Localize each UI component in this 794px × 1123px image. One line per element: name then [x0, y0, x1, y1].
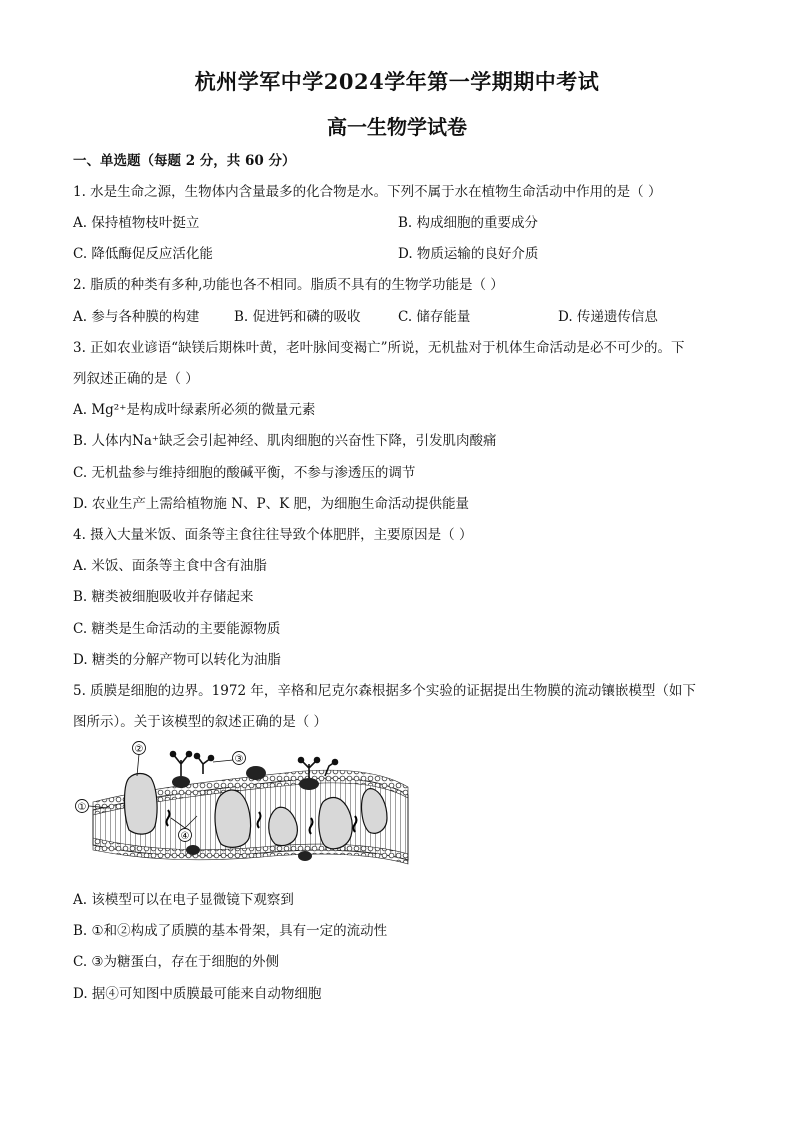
- q4-stem: 4. 摄入大量米饭、面条等主食往往导致个体肥胖，主要原因是（ ）: [73, 527, 473, 543]
- q3-stem-line1: 3. 正如农业谚语“缺镁后期株叶黄，老叶脉间变褐亡”所说，无机盐对于机体生命活动是必不可少的。下: [73, 340, 685, 356]
- q4-option-c: C. 糖类是生命活动的主要能源物质: [73, 621, 281, 637]
- q3-option-c: C. 无机盐参与维持细胞的酸碱平衡，不参与渗透压的调节: [73, 465, 416, 481]
- q2-option-b: B. 促进钙和磷的吸收: [234, 309, 361, 325]
- svg-text:④: ④: [180, 831, 190, 842]
- fluid-mosaic-membrane-figure: [73, 740, 413, 875]
- q1-option-a: A. 保持植物枝叶挺立: [73, 215, 200, 231]
- q3-option-d: D. 农业生产上需给植物施 N、P、K 肥，为细胞生命活动提供能量: [73, 496, 469, 512]
- q5-option-d: D. 据④可知图中质膜最可能来自动物细胞: [73, 986, 322, 1002]
- exam-subtitle: 高一生物学试卷: [327, 115, 467, 139]
- q2-option-c: C. 储存能量: [398, 309, 471, 325]
- q4-option-d: D. 糖类的分解产物可以转化为油脂: [73, 652, 281, 668]
- svg-text:③: ③: [234, 754, 244, 765]
- q3-option-a: A. Mg²⁺是构成叶绿素所必须的微量元素: [73, 402, 316, 418]
- q4-option-a: A. 米饭、面条等主食中含有油脂: [73, 558, 267, 574]
- q5-option-c: C. ③为糖蛋白，存在于细胞的外侧: [73, 954, 280, 970]
- figure-label-4: [179, 829, 192, 843]
- q1-option-c: C. 降低酶促反应活化能: [73, 246, 213, 262]
- q2-option-a: A. 参与各种膜的构建: [73, 309, 200, 325]
- svg-text:①: ①: [77, 802, 87, 813]
- q5-option-a: A. 该模型可以在电子显微镜下观察到: [73, 892, 294, 908]
- figure-label-2: [133, 742, 146, 756]
- figure-label-3: [233, 752, 246, 766]
- svg-text:②: ②: [134, 744, 144, 755]
- q1-stem: 1. 水是生命之源，生物体内含量最多的化合物是水。下列不属于水在植物生命活动中作用的是（ ）: [73, 184, 662, 200]
- exam-title: 杭州学军中学2024学年第一学期期中考试: [194, 69, 600, 94]
- q4-option-b: B. 糖类被细胞吸收并存储起来: [73, 589, 254, 605]
- figure-label-1: [76, 800, 89, 814]
- q1-option-b: B. 构成细胞的重要成分: [398, 215, 539, 231]
- q5-stem-line2: 图所示）。关于该模型的叙述正确的是（ ）: [73, 714, 328, 730]
- q1-option-d: D. 物质运输的良好介质: [398, 246, 539, 262]
- q5-stem-line1: 5. 质膜是细胞的边界。1972 年，辛格和尼克尔森根据多个实验的证据提出生物膜的流动镶嵌模型（如下: [73, 683, 696, 699]
- q2-option-d: D. 传递遗传信息: [558, 309, 658, 325]
- q2-stem: 2. 脂质的种类有多种,功能也各不相同。脂质不具有的生物学功能是（ ）: [73, 277, 504, 293]
- q5-option-b: B. ①和②构成了质膜的基本骨架，具有一定的流动性: [73, 923, 388, 939]
- q3-option-b: B. 人体内Na⁺缺乏会引起神经、肌肉细胞的兴奋性下降，引发肌肉酸痛: [73, 433, 497, 449]
- q3-stem-line2: 列叙述正确的是（ ）: [73, 371, 199, 387]
- section-heading: 一、单选题（每题 2 分，共 60 分）: [73, 153, 296, 169]
